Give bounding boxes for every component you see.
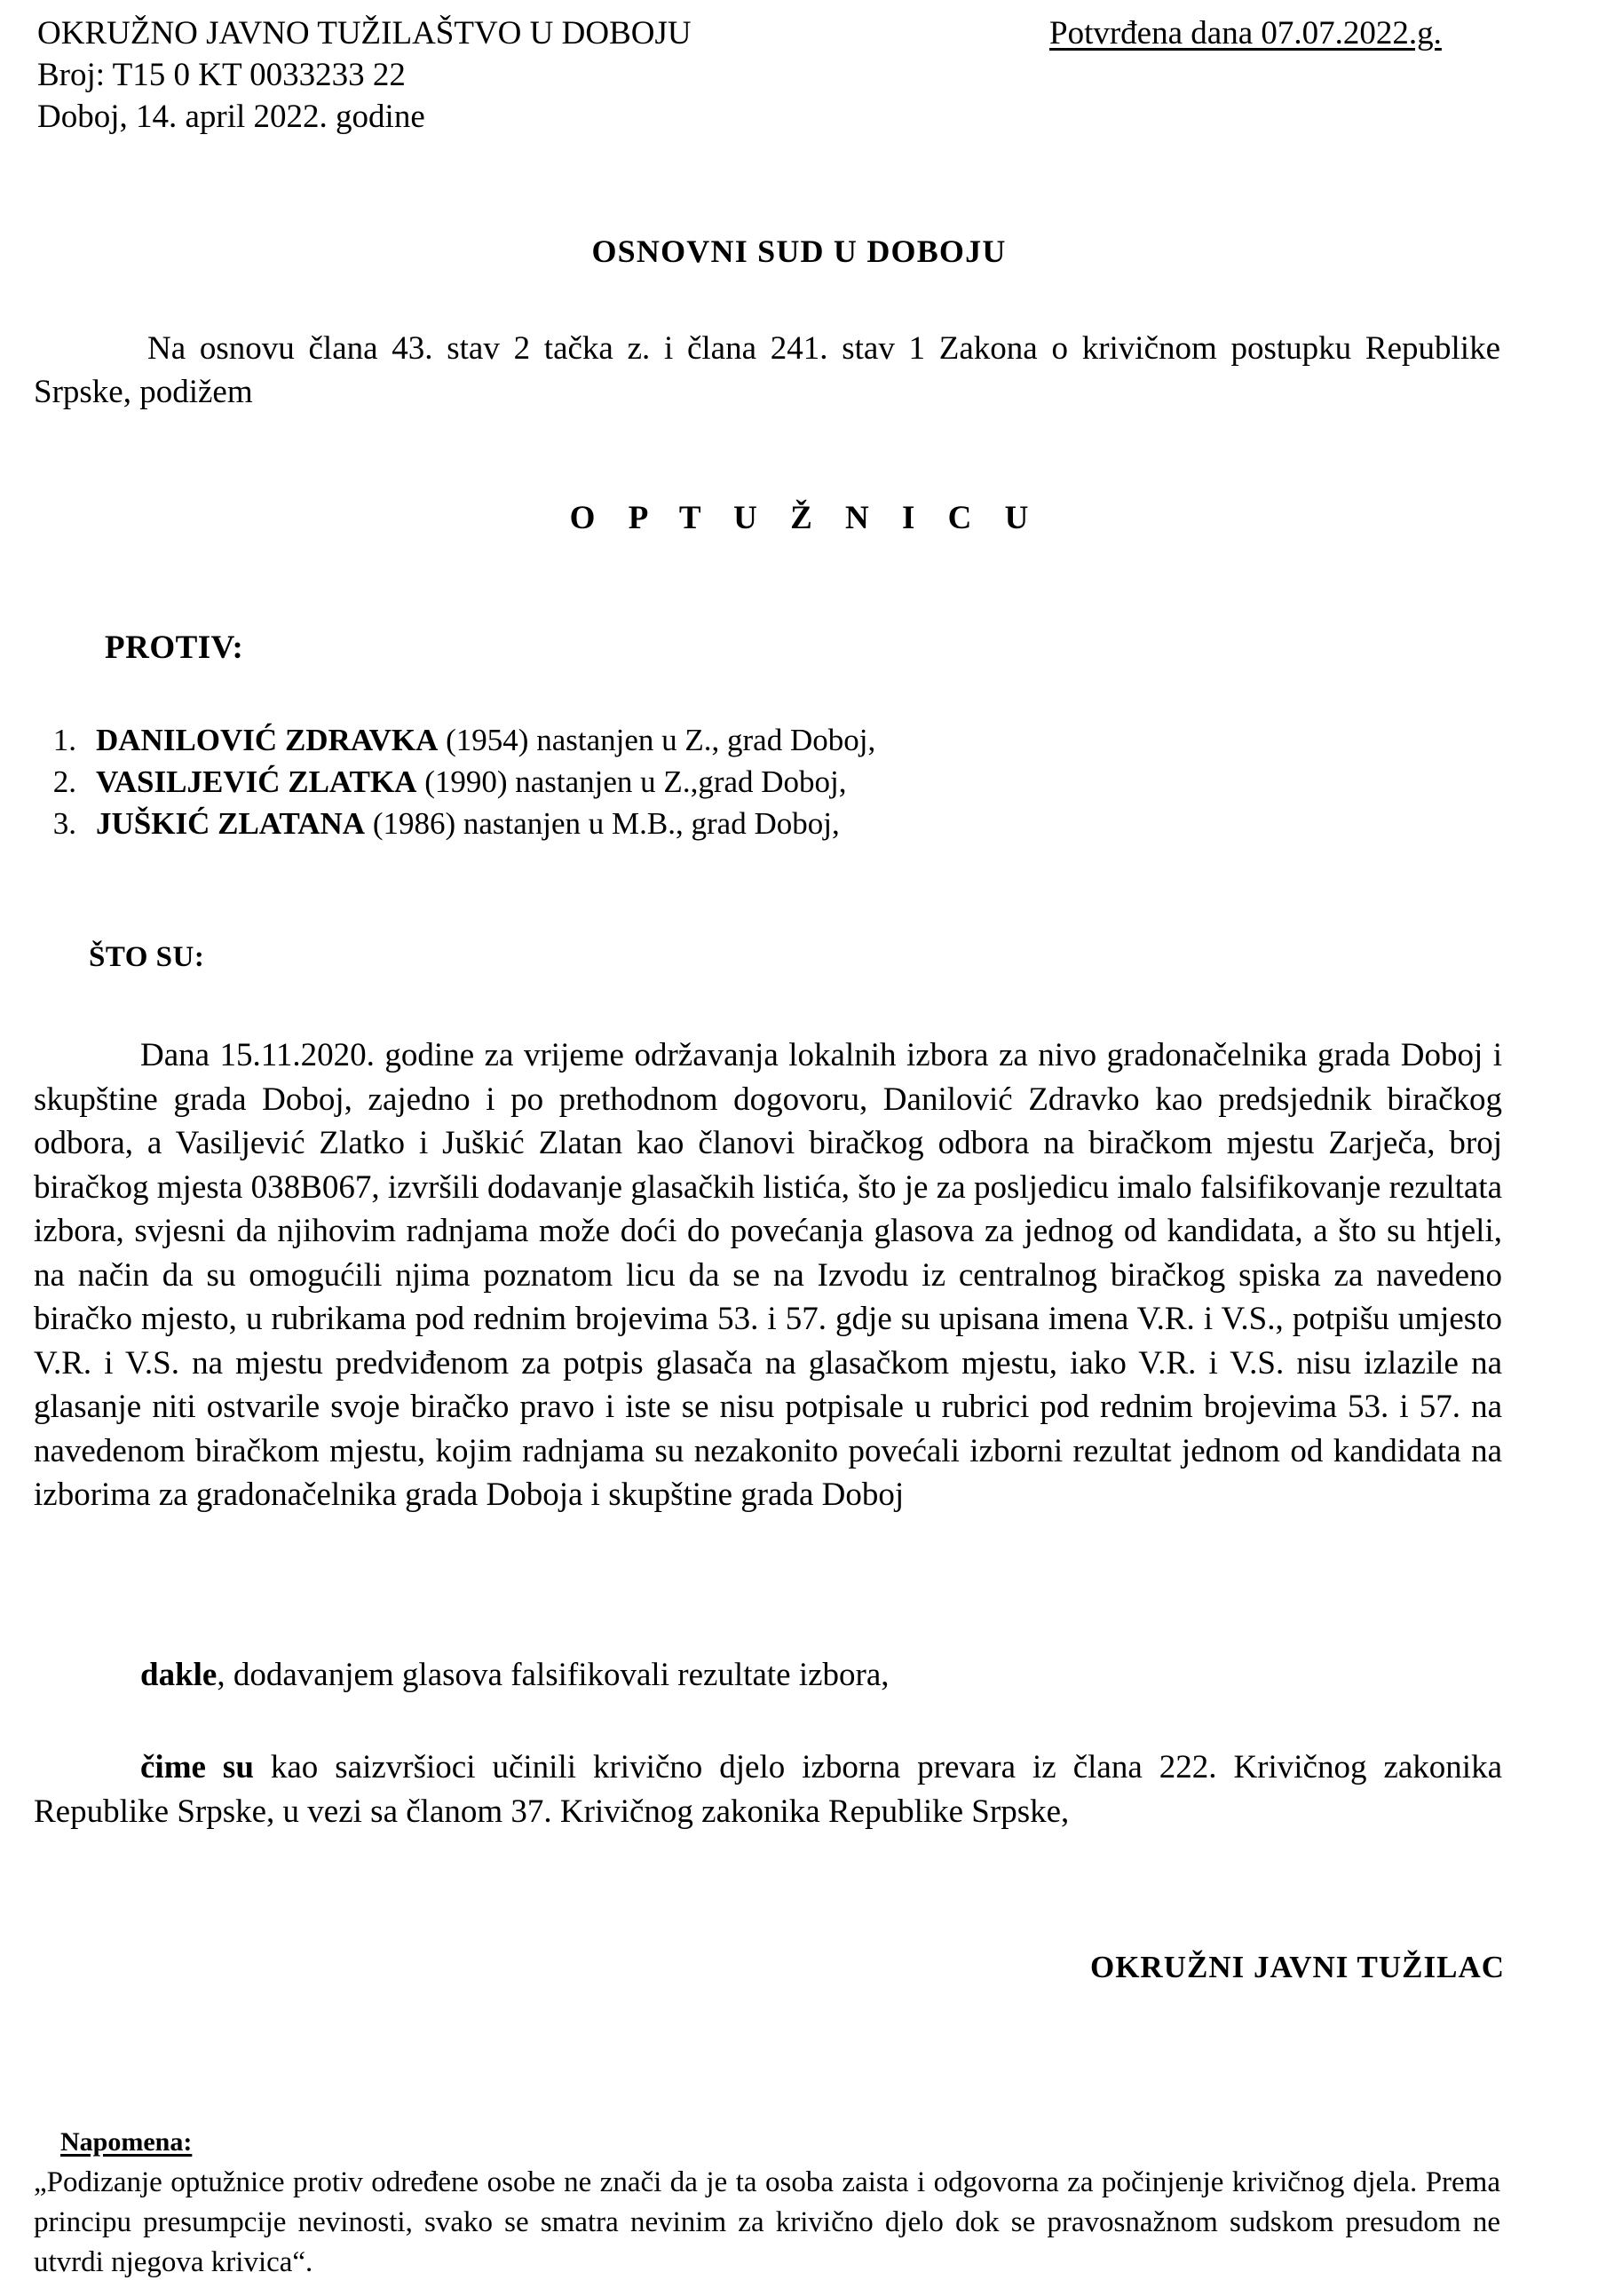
prosecutor-office-name: OKRUŽNO JAVNO TUŽILAŠTVO U DOBOJU [37, 15, 692, 51]
note-heading: Napomena: [60, 2127, 193, 2157]
note-text: „Podizanje optužnice protiv određene osobe ne znači da je ta osoba zaista i odgovorna za počinjenje krivičnog djela. Prema principu presumpcije nevinosti, svako se smatra nevinim za krivično djelo dok se pravosnažnom sudskom presudom ne utvrdi njegova krivica“. [34, 2166, 1500, 2278]
conclusion-cime-su [34, 1746, 1502, 1833]
dakle-lead-in: dakle [140, 1657, 218, 1693]
what-label: ŠTO SU: [89, 941, 205, 973]
signature-title: OKRUŽNI JAVNI TUŽILAC [1089, 1950, 1505, 1984]
defendant-details: (1986) nastanjen u M.B., grad Doboj, [372, 806, 840, 841]
indictment-body-paragraph: Dana 15.11.2020. godine za vrijeme održavanja lokalnih izbora za nivo gradonačelnika grada Doboj i skupštine grada Doboj, zajedno i po prethodnom dogovoru, Danilović Zdravko kao predsjednik biračkog odbora, a Vasiljević Zlatko i Juškić Zlatan kao članovi biračkog odbora na biračkom mjestu Zarječa, broj biračkog mjesta 038B067, izvršili dodavanje glasačkih listića, što je za posljedicu imalo falsifikovanje rezultata izbora, svjesni da njihovim radnjama može doći do povećanja glasova za jednog od kandidata, a što su htjeli, na način da su omogućili njima poznatom licu da se na Izvodu iz centralnog biračkog spiska za navedeno biračko mjesto, u rubrikama pod rednim brojevima 53. i 57. gdje su upisana imena V.R. i V.S., potpišu umjesto V.R. i V.S. na mjestu predviđenom za potpis glasača na glasačkom mjestu, iako V.R. i V.S. nisu izlazile na glasanje niti ostvarile svoje biračko pravo i iste se nisu potpisale u rubrici pod rednim brojevima 53. i 57. na navedenom biračkom mjestu, kojim radnjama su nezakonito povećali izborni rezultat jednom od kandidata na izborima za gradonačelnika grada Doboja i skupštine grada Doboj [34, 1037, 1502, 1513]
defendant-number: 3. [52, 806, 76, 841]
place-and-date: Doboj, 14. april 2022. godine [37, 99, 425, 135]
defendant-number: 1. [52, 723, 76, 757]
court-title: OSNOVNI SUD U DOBOJU [591, 234, 1007, 269]
note-block [34, 2127, 1500, 2283]
defendant-number: 2. [52, 764, 76, 799]
list-item [37, 719, 875, 761]
confirmation-stamp: Potvrđena dana 07.07.2022.g. [1049, 15, 1442, 51]
conclusion-dakle [34, 1653, 1502, 1698]
note-heading-wrapper [34, 2127, 1500, 2157]
cime-su-lead-in: čime su [140, 1749, 254, 1785]
defendants-list [37, 719, 875, 844]
defendant-name: JUŠKIĆ ZLATANA [96, 806, 366, 841]
document-header [37, 12, 1561, 138]
dakle-rest: , dodavanjem glasova falsifikovali rezultate izbora, [217, 1657, 890, 1693]
defendant-name: VASILJEVIĆ ZLATKA [96, 764, 417, 799]
case-number: Broj: T15 0 KT 0033233 22 [37, 57, 406, 93]
against-label: PROTIV: [105, 629, 244, 666]
indictment-title: O P T U Ž N I C U [569, 500, 1041, 536]
header-line-office [37, 12, 1561, 54]
list-item [37, 761, 875, 803]
defendant-name: DANILOVIĆ ZDRAVKA [96, 723, 439, 757]
legal-basis-paragraph: Na osnovu člana 43. stav 2 tačka z. i člana 241. stav 1 Zakona o krivičnom postupku Republike Srpske, podižem [34, 330, 1500, 410]
cime-su-rest: kao saizvršioci učinili krivično djelo izborna prevara iz člana 222. Krivičnog zakonika Republike Srpske, u vezi sa članom 37. Krivičnog zakonika Republike Srpske, [34, 1749, 1502, 1830]
defendant-details: (1954) nastanjen u Z., grad Doboj, [446, 723, 876, 757]
list-item [37, 803, 875, 844]
defendant-details: (1990) nastanjen u Z.,grad Doboj, [424, 764, 847, 799]
